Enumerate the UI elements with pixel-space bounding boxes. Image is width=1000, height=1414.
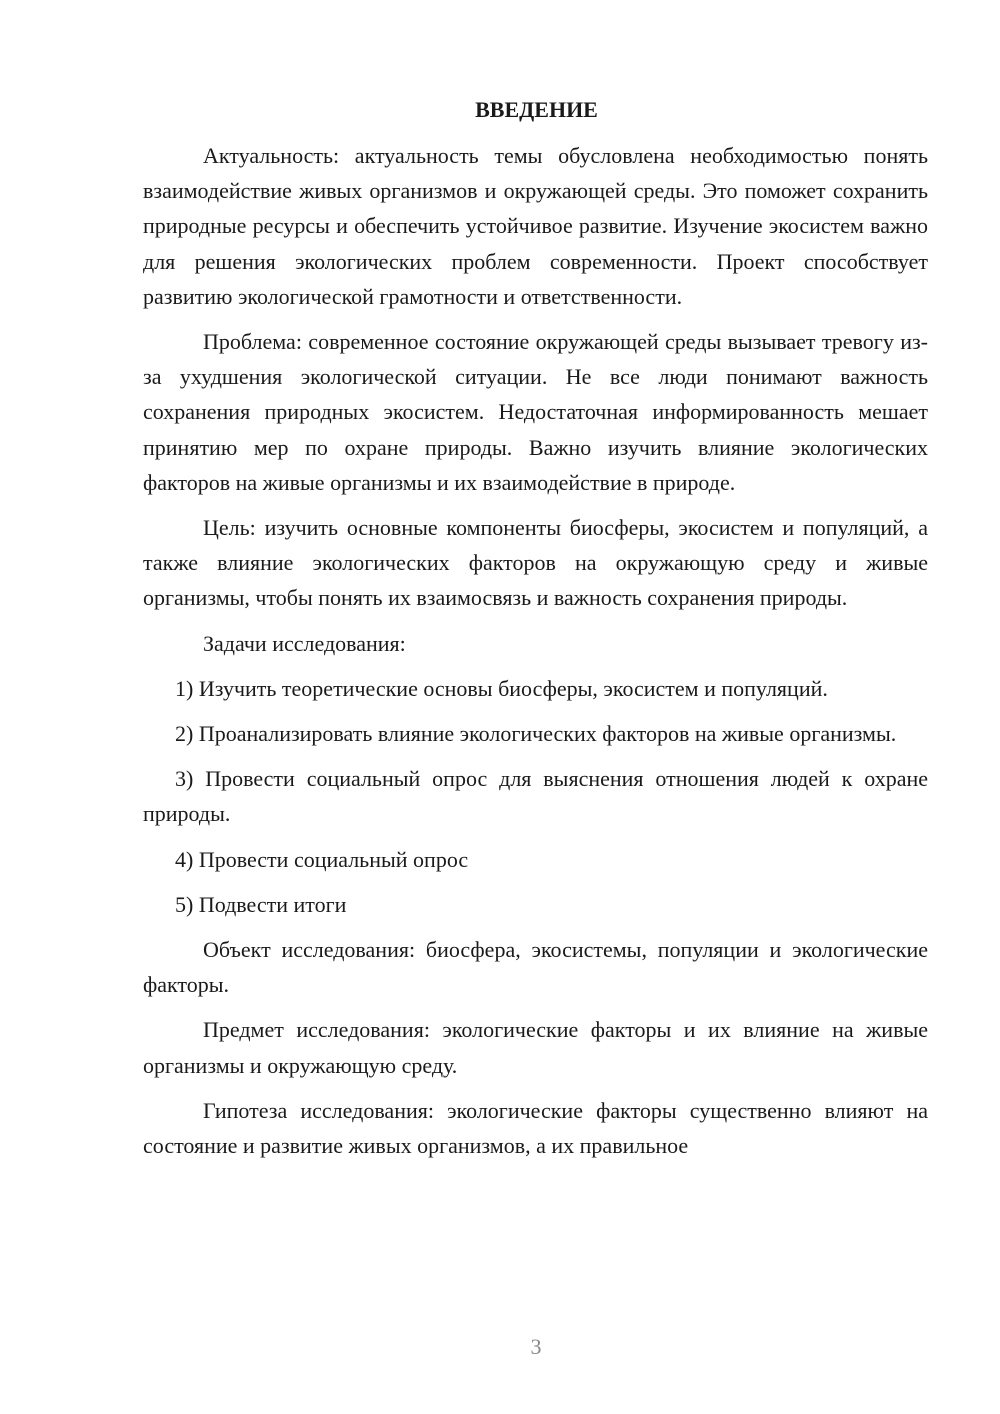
task-item-4: 4) Провести социальный опрос xyxy=(175,846,469,872)
page-number: 3 xyxy=(530,1334,542,1359)
paragraph-subject: Предмет исследования: экологические факторы и их влияние на живые организмы и окружающую среду. xyxy=(143,1017,928,1078)
task-item-5: 5) Подвести итоги xyxy=(175,891,347,917)
paragraph-problem: Проблема: современное состояние окружающей среды вызывает тревогу из-за ухудшения экологической ситуации. Не все люди понимают важность сохранения природных экосистем. Недостаточная информированность мешает принятию мер по охране природы. Важно изучить влияние экологических факторов на живые организмы и их взаимодействие в природе. xyxy=(143,329,928,495)
section-title: ВВЕДЕНИЕ xyxy=(475,97,598,122)
task-item-2: 2) Проанализировать влияние экологических факторов на живые организмы. xyxy=(175,721,897,747)
document-page xyxy=(143,92,928,1173)
paragraph-object: Объект исследования: биосфера, экосистемы, популяции и экологические факторы. xyxy=(143,937,928,998)
tasks-heading: Задачи исследования: xyxy=(203,630,406,656)
paragraph-goal: Цель: изучить основные компоненты биосферы, экосистем и популяций, а также влияние экологических факторов на окружающую среду и живые организмы, чтобы понять их взаимосвязь и важность сохранения природы. xyxy=(143,515,928,611)
paragraph-hypothesis: Гипотеза исследования: экологические факторы существенно влияют на состояние и развитие живых организмов, а их правильное xyxy=(143,1097,928,1159)
task-list xyxy=(143,671,928,922)
task-item-3: 3) Провести социальный опрос для выяснения отношения людей к охране природы. xyxy=(143,766,928,827)
task-item-1: 1) Изучить теоретические основы биосферы, экосистем и популяций. xyxy=(175,675,828,701)
paragraph-relevance: Актуальность: актуальность темы обусловлена необходимостью понять взаимодействие живых организмов и окружающей среды. Это поможет сохранить природные ресурсы и обеспечить устойчивое развитие. Изучение экосистем важно для решения экологических проблем современности. Проект способствует развитию экологической грамотности и ответственности. xyxy=(143,143,928,309)
